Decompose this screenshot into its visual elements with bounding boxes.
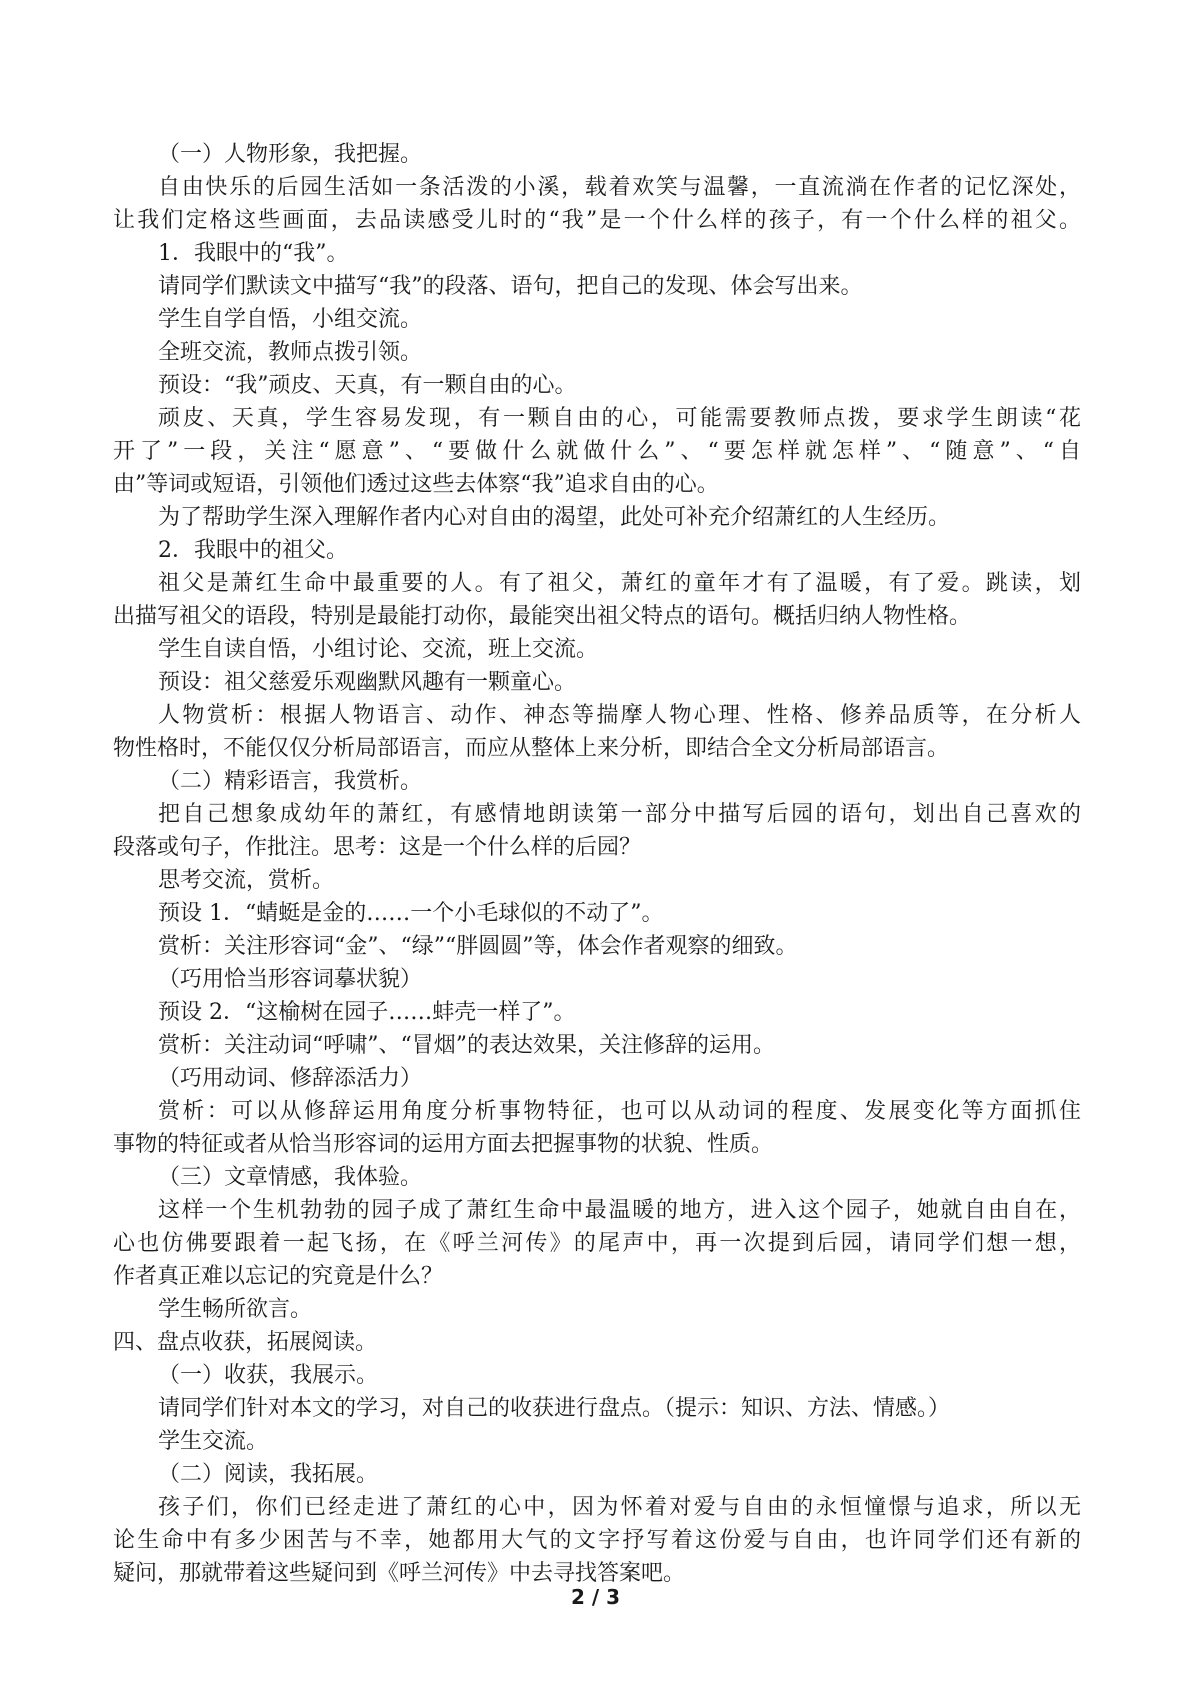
text-line: 学生自学自悟，小组交流。	[158, 307, 423, 332]
text-line: 顽皮、天真，学生容易发现，有一颗自由的心，可能需要教师点拨，要求学生朗读“花	[158, 406, 1081, 431]
text-line: 学生交流。	[158, 1429, 269, 1454]
text-line: 出描写祖父的语段，特别是最能打动你，最能突出祖父特点的语句。概括归纳人物性格。	[113, 604, 972, 629]
text-line: （三）文章情感，我体验。	[158, 1165, 423, 1190]
text-line: 学生畅所欲言。	[158, 1297, 313, 1322]
text-line: 为了帮助学生深入理解作者内心对自由的渴望，此处可补充介绍萧红的人生经历。	[158, 505, 951, 530]
document-body	[113, 138, 1081, 1590]
text-line: 预设：“我”顽皮、天真，有一颗自由的心。	[158, 373, 577, 398]
text-line: （一）收获，我展示。	[158, 1363, 379, 1388]
text-line: （二）精彩语言，我赏析。	[158, 769, 423, 794]
text-line: （巧用恰当形容词摹状貌）	[158, 967, 423, 992]
text-line: （一）人物形象，我把握。	[158, 142, 423, 167]
text-line: 开了”一段，关注“愿意”、“要做什么就做什么”、“要怎样就怎样”、“随意”、“自	[113, 439, 1081, 464]
text-line: 全班交流，教师点拨引领。	[158, 340, 423, 365]
text-line: 1．我眼中的“我”。	[158, 241, 349, 266]
text-line: 思考交流，赏析。	[158, 868, 335, 893]
text-line: 疑问，那就带着这些疑问到《呼兰河传》中去寻找答案吧。	[113, 1561, 686, 1586]
text-line: 作者真正难以忘记的究竟是什么？	[113, 1264, 444, 1289]
text-line: 预设：祖父慈爱乐观幽默风趣有一颗童心。	[158, 670, 577, 695]
text-line: 四、盘点收获，拓展阅读。	[113, 1330, 378, 1355]
text-line: 赏析：关注形容词“金”、“绿”“胖圆圆”等，体会作者观察的细致。	[158, 934, 798, 959]
text-line: 2．我眼中的祖父。	[158, 538, 348, 563]
text-line: 预设 1．“蜻蜓是金的……一个小毛球似的不动了”。	[158, 901, 664, 926]
text-line: 祖父是萧红生命中最重要的人。有了祖父，萧红的童年才有了温暖，有了爱。跳读，划	[158, 571, 1081, 596]
text-line: 请同学们针对本文的学习，对自己的收获进行盘点。（提示：知识、方法、情感。）	[158, 1396, 951, 1421]
text-line: （巧用动词、修辞添活力）	[158, 1066, 423, 1091]
text-line: 人物赏析：根据人物语言、动作、神态等揣摩人物心理、性格、修养品质等，在分析人	[158, 703, 1081, 728]
text-line: 论生命中有多少困苦与不幸，她都用大气的文字抒写着这份爱与自由，也许同学们还有新的	[113, 1528, 1081, 1553]
text-line: 预设 2．“这榆树在园子……蚌壳一样了”。	[158, 1000, 576, 1025]
text-line: （二）阅读，我拓展。	[158, 1462, 379, 1487]
text-line: 请同学们默读文中描写“我”的段落、语句，把自己的发现、体会写出来。	[158, 274, 863, 299]
text-line: 段落或句子，作批注。思考：这是一个什么样的后园？	[113, 835, 642, 860]
text-line: 心也仿佛要跟着一起飞扬，在《呼兰河传》的尾声中，再一次提到后园，请同学们想一想，	[113, 1231, 1081, 1256]
text-line: 由”等词或短语，引领他们透过这些去体察“我”追求自由的心。	[113, 472, 719, 497]
text-line: 这样一个生机勃勃的园子成了萧红生命中最温暖的地方，进入这个园子，她就自由自在，	[158, 1198, 1081, 1223]
text-line: 把自己想象成幼年的萧红，有感情地朗读第一部分中描写后园的语句，划出自己喜欢的	[158, 802, 1081, 827]
text-line: 赏析：关注动词“呼啸”、“冒烟”的表达效果，关注修辞的运用。	[158, 1033, 775, 1058]
page-number: 2 / 3	[570, 1585, 621, 1609]
text-line: 孩子们，你们已经走进了萧红的心中，因为怀着对爱与自由的永恒憧憬与追求，所以无	[158, 1495, 1081, 1520]
text-line: 事物的特征或者从恰当形容词的运用方面去把握事物的状貌、性质。	[113, 1132, 774, 1157]
text-line: 赏析：可以从修辞运用角度分析事物特征，也可以从动词的程度、发展变化等方面抓住	[158, 1099, 1081, 1124]
text-line: 学生自读自悟，小组讨论、交流，班上交流。	[158, 637, 599, 662]
text-line: 让我们定格这些画面，去品读感受儿时的“我”是一个什么样的孩子，有一个什么样的祖父。	[113, 208, 1081, 233]
text-line: 物性格时，不能仅仅分析局部语言，而应从整体上来分析，即结合全文分析局部语言。	[113, 736, 950, 761]
text-line: 自由快乐的后园生活如一条活泼的小溪，载着欢笑与温馨，一直流淌在作者的记忆深处，	[158, 175, 1081, 200]
